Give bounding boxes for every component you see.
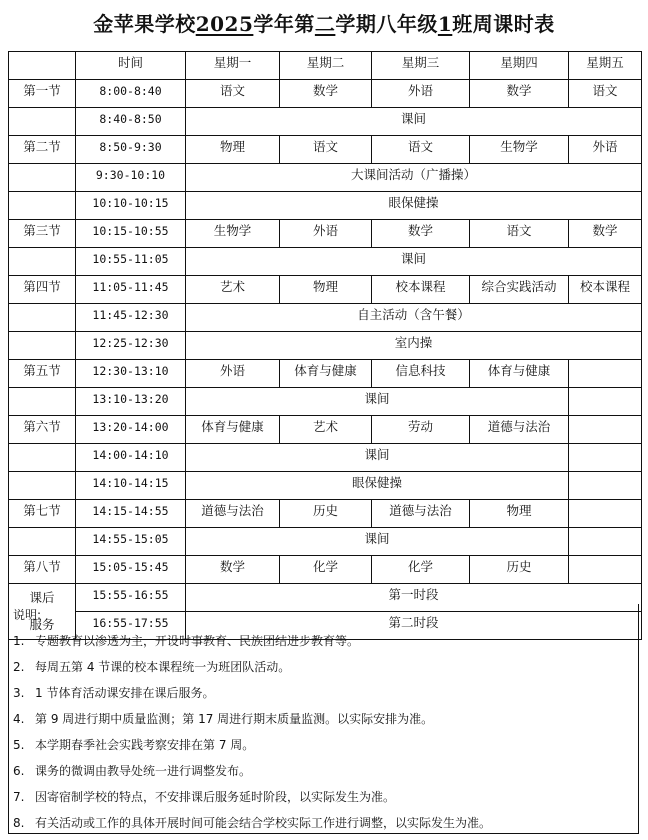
subject-cell: 劳动 (372, 416, 470, 444)
after-school-label: 服务 (9, 612, 76, 640)
subject-cell: 数学 (280, 80, 372, 108)
note-item (13, 814, 638, 840)
empty-friday-cell (569, 388, 642, 416)
header-day: 星期四 (470, 52, 569, 80)
subject-cell: 数学 (372, 220, 470, 248)
header-day: 星期一 (186, 52, 280, 80)
header-row (9, 52, 642, 80)
table-row (9, 108, 642, 136)
period-cell: 第六节 (9, 416, 76, 444)
period-cell: 第三节 (9, 220, 76, 248)
period-cell (9, 304, 76, 332)
note-text: 专题教育以渗透为主，开设时事教育、民族团结进步教育等。 (35, 634, 360, 648)
subject-cell: 体育与健康 (280, 360, 372, 388)
time-cell: 16:55-17:55 (76, 612, 186, 640)
break-cell: 眼保健操 (186, 472, 569, 500)
period-cell: 第二节 (9, 136, 76, 164)
break-cell: 课间 (186, 388, 569, 416)
after-school-slot: 第二时段 (186, 612, 642, 640)
time-cell: 15:55-16:55 (76, 584, 186, 612)
break-cell: 课间 (186, 528, 569, 556)
subject-cell: 生物学 (186, 220, 280, 248)
note-item (13, 684, 638, 710)
note-text: 本学期春季社会实践考察安排在第 7 周。 (35, 738, 255, 752)
break-cell: 大课间活动（广播操） (186, 164, 642, 192)
timetable (8, 51, 642, 640)
time-cell: 14:55-15:05 (76, 528, 186, 556)
subject-cell: 外语 (280, 220, 372, 248)
break-cell: 室内操 (186, 332, 642, 360)
break-cell: 课间 (186, 248, 642, 276)
time-cell: 14:00-14:10 (76, 444, 186, 472)
period-cell (9, 332, 76, 360)
period-cell: 第五节 (9, 360, 76, 388)
note-item (13, 710, 638, 736)
note-item (13, 658, 638, 684)
note-number: 3. (13, 686, 25, 700)
header-blank (9, 52, 76, 80)
time-cell: 11:45-12:30 (76, 304, 186, 332)
table-row (9, 248, 642, 276)
class-number: 1 (437, 12, 453, 36)
table-row (9, 360, 642, 388)
table-row (9, 136, 642, 164)
note-text: 1 节体育活动课安排在课后服务。 (35, 686, 215, 700)
subject-cell: 体育与健康 (186, 416, 280, 444)
period-cell (9, 248, 76, 276)
time-cell: 14:10-14:15 (76, 472, 186, 500)
table-row (9, 80, 642, 108)
note-text: 每周五第 4 节课的校本课程统一为班团队活动。 (35, 660, 291, 674)
period-cell: 第一节 (9, 80, 76, 108)
period-cell (9, 108, 76, 136)
subject-cell: 语文 (186, 80, 280, 108)
time-cell: 15:05-15:45 (76, 556, 186, 584)
note-text: 有关活动或工作的具体开展时间可能会结合学校实际工作进行调整，以实际发生为准。 (35, 816, 492, 830)
time-cell: 12:25-12:30 (76, 332, 186, 360)
school-name: 金苹果学校 (93, 12, 196, 36)
period-cell: 第八节 (9, 556, 76, 584)
note-item (13, 762, 638, 788)
period-cell (9, 472, 76, 500)
subject-cell: 外语 (569, 136, 642, 164)
subject-cell: 艺术 (280, 416, 372, 444)
subject-cell: 数学 (569, 220, 642, 248)
subject-cell: 综合实践活动 (470, 276, 569, 304)
table-row (9, 304, 642, 332)
subject-cell (569, 556, 642, 584)
subject-cell: 化学 (372, 556, 470, 584)
notes-header: 说明: (13, 608, 42, 622)
period-cell (9, 192, 76, 220)
time-cell: 12:30-13:10 (76, 360, 186, 388)
subject-cell: 物理 (186, 136, 280, 164)
note-number: 8. (13, 816, 25, 830)
term-number: 二 (314, 12, 336, 36)
after-school-slot: 第一时段 (186, 584, 642, 612)
page-title (0, 8, 648, 37)
subject-cell (569, 360, 642, 388)
subject-cell: 数学 (470, 80, 569, 108)
subject-cell: 语文 (569, 80, 642, 108)
subject-cell: 化学 (280, 556, 372, 584)
break-cell: 课间 (186, 108, 642, 136)
note-text: 课务的微调由教导处统一进行调整发布。 (35, 764, 252, 778)
subject-cell: 体育与健康 (470, 360, 569, 388)
time-cell: 10:55-11:05 (76, 248, 186, 276)
subject-cell: 校本课程 (372, 276, 470, 304)
school-year: 2025 (195, 12, 254, 36)
time-cell: 10:10-10:15 (76, 192, 186, 220)
header-day: 星期五 (569, 52, 642, 80)
period-cell: 第七节 (9, 500, 76, 528)
period-cell: 第四节 (9, 276, 76, 304)
time-cell: 8:00-8:40 (76, 80, 186, 108)
subject-cell: 历史 (470, 556, 569, 584)
time-cell: 8:50-9:30 (76, 136, 186, 164)
break-cell: 课间 (186, 444, 569, 472)
subject-cell (569, 416, 642, 444)
title-text: 班周课时表 (452, 12, 555, 36)
time-cell: 10:15-10:55 (76, 220, 186, 248)
table-row (9, 332, 642, 360)
table-row (9, 220, 642, 248)
subject-cell: 数学 (186, 556, 280, 584)
header-time: 时间 (76, 52, 186, 80)
empty-friday-cell (569, 444, 642, 472)
subject-cell: 艺术 (186, 276, 280, 304)
subject-cell: 生物学 (470, 136, 569, 164)
table-row (9, 164, 642, 192)
title-text: 学期八年级 (335, 12, 438, 36)
note-number: 7. (13, 790, 25, 804)
table-row (9, 388, 642, 416)
subject-cell (569, 500, 642, 528)
note-text: 第 9 周进行期中质量监测；第 17 周进行期末质量监测。以实际安排为准。 (35, 712, 434, 726)
note-number: 2. (13, 660, 25, 674)
note-number: 1. (13, 634, 25, 648)
time-cell: 11:05-11:45 (76, 276, 186, 304)
note-number: 6. (13, 764, 25, 778)
header-day: 星期二 (280, 52, 372, 80)
empty-friday-cell (569, 528, 642, 556)
table-row (9, 500, 642, 528)
table-row (9, 416, 642, 444)
subject-cell: 道德与法治 (470, 416, 569, 444)
subject-cell: 道德与法治 (372, 500, 470, 528)
time-cell: 9:30-10:10 (76, 164, 186, 192)
table-row (9, 444, 642, 472)
table-row (9, 528, 642, 556)
notes-section (8, 604, 639, 834)
period-cell (9, 528, 76, 556)
break-cell: 自主活动（含午餐） (186, 304, 642, 332)
header-day: 星期三 (372, 52, 470, 80)
period-cell (9, 164, 76, 192)
subject-cell: 语文 (280, 136, 372, 164)
empty-friday-cell (569, 472, 642, 500)
time-cell: 14:15-14:55 (76, 500, 186, 528)
subject-cell: 校本课程 (569, 276, 642, 304)
subject-cell: 物理 (470, 500, 569, 528)
subject-cell: 语文 (470, 220, 569, 248)
time-cell: 13:10-13:20 (76, 388, 186, 416)
break-cell: 眼保健操 (186, 192, 642, 220)
subject-cell: 历史 (280, 500, 372, 528)
period-cell (9, 388, 76, 416)
subject-cell: 外语 (186, 360, 280, 388)
note-item (13, 788, 638, 814)
time-cell: 8:40-8:50 (76, 108, 186, 136)
after-school-label: 课后 (9, 584, 76, 612)
table-row (9, 192, 642, 220)
subject-cell: 物理 (280, 276, 372, 304)
time-cell: 13:20-14:00 (76, 416, 186, 444)
note-item (13, 736, 638, 762)
table-row (9, 556, 642, 584)
note-text: 因寄宿制学校的特点，不安排课后服务延时阶段，以实际发生为准。 (35, 790, 396, 804)
note-item (13, 632, 638, 658)
period-cell (9, 444, 76, 472)
table-row (9, 472, 642, 500)
title-text: 学年第 (253, 12, 315, 36)
note-number: 4. (13, 712, 25, 726)
subject-cell: 外语 (372, 80, 470, 108)
note-number: 5. (13, 738, 25, 752)
subject-cell: 语文 (372, 136, 470, 164)
subject-cell: 信息科技 (372, 360, 470, 388)
table-row (9, 276, 642, 304)
subject-cell: 道德与法治 (186, 500, 280, 528)
